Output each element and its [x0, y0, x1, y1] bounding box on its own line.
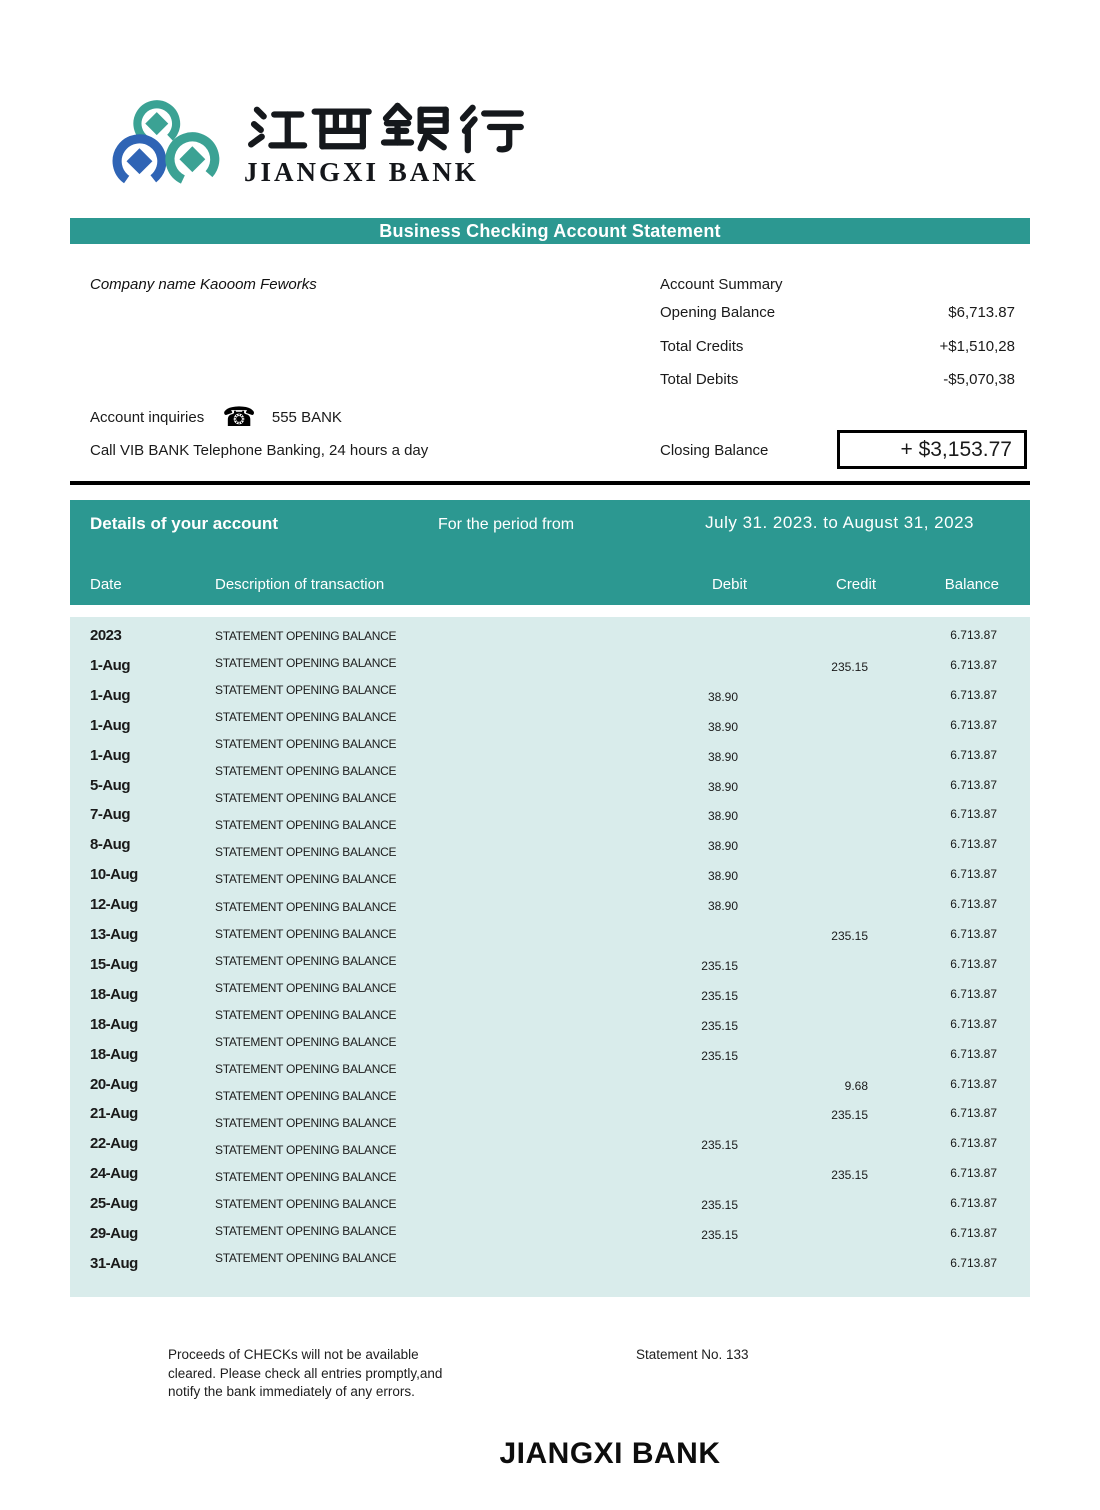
- transaction-date: 1-Aug: [90, 656, 130, 674]
- transaction-credit: 235.15: [831, 1108, 868, 1123]
- transaction-row: [70, 954, 1030, 976]
- transaction-row: [70, 1074, 1030, 1096]
- summary-label: Total Credits: [660, 338, 744, 355]
- transaction-debit: 235.15: [701, 1048, 738, 1063]
- summary-value: -$5,070,38: [943, 371, 1015, 388]
- transaction-description: STATEMENT OPENING BALANCE: [215, 1115, 397, 1130]
- transaction-debit: 235.15: [701, 1198, 738, 1213]
- transaction-date: 18-Aug: [90, 1015, 138, 1033]
- transaction-debit: 235.15: [701, 958, 738, 973]
- transaction-description: STATEMENT OPENING BALANCE: [215, 656, 397, 671]
- transaction-date: 7-Aug: [90, 806, 130, 824]
- column-header-date: Date: [90, 576, 122, 593]
- logo-english-name: JIANGXI BANK: [244, 157, 479, 187]
- transaction-date: 8-Aug: [90, 836, 130, 854]
- summary-label: Opening Balance: [660, 304, 776, 321]
- transaction-row: [70, 1193, 1030, 1215]
- transaction-date: 18-Aug: [90, 1045, 138, 1063]
- transaction-debit: 38.90: [707, 869, 738, 884]
- transaction-row: [70, 655, 1030, 677]
- transaction-row: [70, 1223, 1030, 1245]
- column-header-credit: Credit: [835, 576, 876, 593]
- transaction-balance: 6.713.87: [950, 867, 997, 882]
- summary-row-credits: [660, 338, 1015, 355]
- transaction-description: STATEMENT OPENING BALANCE: [215, 1061, 397, 1076]
- transaction-balance: 6.713.87: [950, 1255, 997, 1270]
- transaction-description: STATEMENT OPENING BALANCE: [215, 872, 397, 887]
- transaction-balance: 6.713.87: [950, 1016, 997, 1031]
- transaction-row: [70, 1253, 1030, 1275]
- transaction-balance: 6.713.87: [950, 807, 997, 822]
- transaction-date: 2023: [90, 627, 122, 644]
- transaction-row: [70, 864, 1030, 886]
- section-divider: [70, 481, 1030, 485]
- transaction-balance: 6.713.87: [950, 1076, 997, 1091]
- transaction-debit: 235.15: [701, 1228, 738, 1242]
- transaction-date: 24-Aug: [90, 1165, 138, 1183]
- transaction-description: STATEMENT OPENING BALANCE: [215, 629, 397, 643]
- transaction-row: [70, 1014, 1030, 1036]
- transaction-row: [70, 625, 1030, 647]
- transaction-description: STATEMENT OPENING BALANCE: [215, 1170, 397, 1184]
- table-body: [70, 617, 1030, 1297]
- transaction-balance: 6.713.87: [950, 1106, 997, 1121]
- transaction-date: 1-Aug: [90, 746, 130, 764]
- transaction-date: 13-Aug: [90, 926, 138, 943]
- transaction-credit: 235.15: [831, 1168, 868, 1183]
- transaction-balance: 6.713.87: [950, 657, 997, 672]
- transaction-description: STATEMENT OPENING BALANCE: [215, 926, 397, 941]
- transaction-balance: 6.713.87: [950, 747, 997, 762]
- transaction-balance: 6.713.87: [950, 1226, 997, 1240]
- statement-number: Statement No. 133: [636, 1347, 749, 1362]
- transaction-description: STATEMENT OPENING BALANCE: [215, 764, 397, 779]
- transaction-description: STATEMENT OPENING BALANCE: [215, 953, 397, 968]
- transaction-balance: 6.713.87: [950, 687, 997, 702]
- transaction-description: STATEMENT OPENING BALANCE: [215, 980, 397, 995]
- summary-value: +$1,510,28: [939, 338, 1015, 355]
- transaction-balance: 6.713.87: [950, 777, 997, 792]
- transaction-row: [70, 715, 1030, 737]
- column-header-debit: Debit: [711, 576, 747, 593]
- closing-balance-label: Closing Balance: [660, 442, 769, 459]
- transaction-date: 21-Aug: [90, 1105, 138, 1123]
- transaction-date: 15-Aug: [90, 955, 138, 973]
- transaction-date: 1-Aug: [90, 686, 130, 704]
- details-title: Details of your account: [90, 514, 278, 533]
- logo-text: [244, 96, 526, 188]
- transaction-description: STATEMENT OPENING BALANCE: [215, 845, 397, 860]
- transaction-debit: 38.90: [707, 719, 738, 734]
- transaction-row: [70, 834, 1030, 856]
- transaction-date: 31-Aug: [90, 1254, 138, 1272]
- column-header-description: Description of transaction: [215, 576, 385, 593]
- transaction-description: STATEMENT OPENING BALANCE: [215, 818, 397, 833]
- transaction-description: STATEMENT OPENING BALANCE: [215, 710, 397, 725]
- bank-logo: [110, 96, 526, 198]
- transaction-debit: 235.15: [701, 1018, 738, 1033]
- transaction-row: [70, 984, 1030, 1006]
- transaction-credit: 235.15: [831, 659, 868, 674]
- transaction-description: STATEMENT OPENING BALANCE: [215, 1007, 397, 1022]
- transaction-balance: 6.713.87: [950, 1136, 997, 1151]
- transaction-balance: 6.713.87: [950, 927, 997, 941]
- summary-label: Total Debits: [660, 371, 739, 388]
- transaction-date: 12-Aug: [90, 896, 138, 914]
- transaction-row: [70, 894, 1030, 916]
- transaction-row: [70, 685, 1030, 707]
- transaction-debit: 38.90: [707, 689, 738, 704]
- transaction-row: [70, 745, 1030, 767]
- transaction-description: STATEMENT OPENING BALANCE: [215, 1142, 397, 1157]
- period-value: July 31. 2023. to August 31, 2023: [705, 513, 974, 532]
- column-header-balance: Balance: [944, 576, 999, 593]
- transaction-credit: 235.15: [831, 929, 868, 943]
- transaction-date: 10-Aug: [90, 866, 138, 884]
- chinese-logotype-icon: [244, 102, 526, 154]
- footer-note-line: cleared. Please check all entries promptly,and: [168, 1365, 443, 1381]
- transaction-date: 25-Aug: [90, 1195, 138, 1213]
- footer-note-line: Proceeds of CHECKs will not be available: [168, 1347, 419, 1362]
- transaction-row: [70, 1163, 1030, 1185]
- closing-balance-box: + $3,153.77: [837, 430, 1027, 469]
- account-summary-heading: Account Summary: [660, 276, 783, 293]
- transaction-debit: 38.90: [707, 749, 738, 764]
- transaction-row: [70, 1044, 1030, 1066]
- transaction-balance: 6.713.87: [950, 956, 997, 971]
- transaction-debit: 235.15: [701, 1138, 738, 1153]
- transaction-balance: 6.713.87: [950, 986, 997, 1001]
- transaction-row: [70, 1133, 1030, 1155]
- inquiries-phone-number: 555 BANK: [271, 408, 342, 426]
- company-name-line: Company name Kaooom Feworks: [90, 276, 317, 293]
- transaction-description: STATEMENT OPENING BALANCE: [215, 683, 397, 698]
- transaction-row: [70, 775, 1030, 797]
- summary-row-opening: [660, 304, 1015, 321]
- transaction-date: 22-Aug: [90, 1135, 138, 1153]
- transaction-row: [70, 924, 1030, 946]
- summary-row-debits: [660, 371, 1015, 388]
- transaction-row: [70, 804, 1030, 826]
- transaction-row: [70, 1103, 1030, 1125]
- transaction-debit: 38.90: [707, 899, 738, 914]
- transaction-description: STATEMENT OPENING BALANCE: [215, 1197, 397, 1212]
- transaction-date: 29-Aug: [90, 1225, 138, 1242]
- period-label: For the period from: [438, 516, 575, 533]
- transaction-balance: 6.713.87: [950, 1046, 997, 1061]
- details-header: [70, 500, 1030, 605]
- footer-bank-name: JIANGXI BANK: [499, 1437, 721, 1470]
- transaction-description: STATEMENT OPENING BALANCE: [215, 1251, 397, 1266]
- transaction-debit: 235.15: [701, 988, 738, 1003]
- footer-note: [168, 1346, 442, 1402]
- transaction-date: 1-Aug: [90, 716, 130, 734]
- transaction-description: STATEMENT OPENING BALANCE: [215, 737, 397, 752]
- transaction-balance: 6.713.87: [950, 837, 997, 852]
- transaction-balance: 6.713.87: [950, 897, 997, 912]
- transaction-balance: 6.713.87: [950, 628, 997, 642]
- transaction-debit: 38.90: [707, 839, 738, 854]
- transaction-date: 18-Aug: [90, 985, 138, 1003]
- transaction-description: STATEMENT OPENING BALANCE: [215, 791, 397, 806]
- inquiries-label: Account inquiries: [90, 408, 205, 426]
- transaction-balance: 6.713.87: [950, 1196, 997, 1211]
- transaction-description: STATEMENT OPENING BALANCE: [215, 1034, 397, 1049]
- transaction-debit: 38.90: [707, 779, 738, 794]
- transaction-description: STATEMENT OPENING BALANCE: [215, 1224, 397, 1239]
- transaction-description: STATEMENT OPENING BALANCE: [215, 1088, 397, 1103]
- transaction-credit: 9.68: [844, 1078, 868, 1093]
- transaction-description: STATEMENT OPENING BALANCE: [215, 899, 397, 914]
- statement-title-bar: Business Checking Account Statement: [70, 218, 1030, 244]
- transaction-balance: 6.713.87: [950, 1166, 997, 1181]
- telephone-icon: ☎: [222, 402, 256, 432]
- transaction-date: 5-Aug: [90, 776, 130, 794]
- transaction-date: 20-Aug: [90, 1075, 138, 1093]
- transaction-balance: 6.713.87: [950, 717, 997, 732]
- account-inquiries-line: [90, 402, 342, 432]
- footer-note-line: notify the bank immediately of any errors.: [168, 1384, 415, 1399]
- jiangxi-bank-coins-logo-icon: [110, 96, 232, 198]
- transaction-debit: 38.90: [707, 809, 738, 824]
- telephone-banking-line: Call VIB BANK Telephone Banking, 24 hours a day: [90, 442, 429, 459]
- summary-value: $6,713.87: [948, 304, 1015, 321]
